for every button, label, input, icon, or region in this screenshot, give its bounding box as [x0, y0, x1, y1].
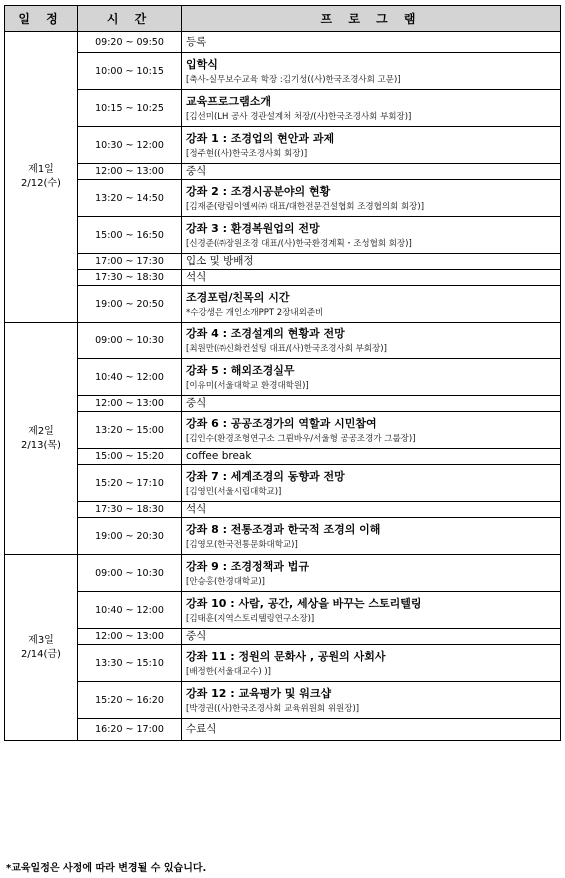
time-cell: 10:40 ~ 12:00: [78, 592, 182, 629]
program-cell: [182, 449, 561, 465]
time-cell: 15:00 ~ 15:20: [78, 449, 182, 465]
program-title: 석식: [186, 271, 207, 283]
schedule-row: [5, 53, 561, 90]
time-cell: 15:20 ~ 16:20: [78, 682, 182, 719]
program-cell: [182, 164, 561, 180]
program-subtitle: [김인수(환경조형연구소 그륀바우/서울형 공공조경가 그룹장)]: [186, 433, 416, 444]
schedule-row: [5, 217, 561, 254]
schedule-row: [5, 592, 561, 629]
program-title: 입소 및 방배정: [186, 255, 254, 267]
program-subtitle: [최원만(㈜신화컨설팅 대표/(사)한국조경사회 부회장)]: [186, 344, 387, 354]
program-title: 석식: [186, 503, 207, 515]
schedule-row: [5, 555, 561, 592]
schedule-row: [5, 465, 561, 502]
time-cell: 19:00 ~ 20:50: [78, 286, 182, 323]
program-title: 중식: [186, 165, 207, 177]
program-cell: [182, 555, 561, 592]
program-title: 교육프로그램소개: [186, 94, 272, 108]
schedule-row: [5, 682, 561, 719]
schedule-row: [5, 286, 561, 323]
program-cell: [182, 592, 561, 629]
schedule-row: [5, 323, 561, 359]
schedule-row: [5, 518, 561, 555]
time-cell: 15:20 ~ 17:10: [78, 465, 182, 502]
program-title: 강좌 3 : 환경복원업의 전망: [186, 221, 320, 235]
time-cell: 13:30 ~ 15:10: [78, 645, 182, 682]
time-cell: 19:00 ~ 20:30: [78, 518, 182, 555]
schedule-row: [5, 449, 561, 465]
program-title: 강좌 10 : 사람, 공간, 세상을 바꾸는 스토리텔링: [186, 596, 422, 610]
program-title: 강좌 12 : 교육평가 및 워크샵: [186, 686, 332, 700]
program-cell: [182, 645, 561, 682]
schedule-body: [5, 32, 561, 741]
program-title: 강좌 2 : 조경시공분야의 현황: [186, 184, 331, 198]
day-date: 2/14(금): [21, 648, 61, 660]
schedule-row: [5, 164, 561, 180]
program-subtitle: [신경준(㈜장원조경 대표/(사)한국환경계획・조성협회 회장)]: [186, 238, 412, 249]
time-cell: 10:00 ~ 10:15: [78, 53, 182, 90]
header-program: 프 로 그 램: [182, 6, 561, 32]
day-label: 제1일: [28, 164, 54, 175]
program-cell: [182, 518, 561, 555]
program-subtitle: *수강생은 개인소개PPT 2장내외준비: [186, 307, 324, 318]
program-cell: [182, 359, 561, 396]
header-schedule: 일 정: [5, 6, 78, 32]
time-cell: 17:00 ~ 17:30: [78, 254, 182, 270]
program-cell: [182, 90, 561, 127]
time-cell: 17:30 ~ 18:30: [78, 270, 182, 286]
program-title: 강좌 11 : 정원의 문화사 , 공원의 사회사: [186, 649, 386, 663]
schedule-row: [5, 396, 561, 412]
time-cell: 13:20 ~ 15:00: [78, 412, 182, 449]
program-title: 강좌 8 : 전통조경과 한국적 조경의 이해: [186, 522, 381, 536]
program-cell: [182, 629, 561, 645]
time-cell: 09:00 ~ 10:30: [78, 555, 182, 592]
program-cell: [182, 180, 561, 217]
program-title: 강좌 4 : 조경설계의 현황과 전망: [186, 327, 345, 340]
day-cell: [5, 32, 78, 323]
schedule-row: [5, 629, 561, 645]
program-cell: [182, 217, 561, 254]
program-subtitle: [이유미(서울대학교 환경대학원)]: [186, 380, 309, 391]
program-title: 강좌 9 : 조경정책과 법규: [186, 559, 310, 573]
schedule-row: [5, 127, 561, 164]
time-cell: 17:30 ~ 18:30: [78, 502, 182, 518]
day-cell: [5, 555, 78, 741]
time-cell: 12:00 ~ 13:00: [78, 164, 182, 180]
schedule-row: [5, 32, 561, 53]
program-cell: [182, 396, 561, 412]
time-cell: 09:20 ~ 09:50: [78, 32, 182, 53]
schedule-row: [5, 719, 561, 741]
program-subtitle: [김영민(서울시립대학교)]: [186, 486, 282, 497]
time-cell: 09:00 ~ 10:30: [78, 323, 182, 359]
program-subtitle: [축사-실무보수교육 학장 :김기성((사)한국조경사회 고문)]: [186, 74, 401, 85]
time-cell: 10:30 ~ 12:00: [78, 127, 182, 164]
program-title: 수료식: [186, 723, 217, 735]
program-subtitle: [김재준(랑림이엘씨㈜ 대표/대한전문건설협회 조경협의회 회장)]: [186, 201, 425, 212]
day-cell: [5, 323, 78, 555]
header-time: 시 간: [78, 6, 182, 32]
program-cell: [182, 719, 561, 741]
time-cell: 12:00 ~ 13:00: [78, 629, 182, 645]
time-cell: 12:00 ~ 13:00: [78, 396, 182, 412]
day-label: 제2일: [28, 425, 54, 437]
schedule-row: [5, 270, 561, 286]
schedule-table: [4, 5, 561, 741]
program-cell: [182, 412, 561, 449]
program-cell: [182, 53, 561, 90]
schedule-row: [5, 180, 561, 217]
program-title: 중식: [186, 630, 207, 642]
program-cell: [182, 465, 561, 502]
schedule-note: *교육일정은 사정에 따라 변경될 수 있습니다.: [6, 863, 207, 874]
program-cell: [182, 270, 561, 286]
program-cell: [182, 286, 561, 323]
program-title: coffee break: [186, 450, 252, 462]
program-subtitle: [김태훈(지역스토리텔링연구소장)]: [186, 613, 315, 624]
program-cell: [182, 323, 561, 359]
program-subtitle: [안승홍(한경대학교)]: [186, 576, 265, 587]
schedule-row: [5, 645, 561, 682]
time-cell: 16:20 ~ 17:00: [78, 719, 182, 741]
time-cell: 10:15 ~ 10:25: [78, 90, 182, 127]
schedule-row: [5, 359, 561, 396]
day-date: 2/12(수): [21, 178, 61, 189]
program-subtitle: [김선미(LH 공사 경관설계처 처장/(사)한국조경사회 부회장)]: [186, 111, 412, 122]
schedule-row: [5, 412, 561, 449]
schedule-row: [5, 254, 561, 270]
program-cell: [182, 127, 561, 164]
program-title: 강좌 5 : 해외조경실무: [186, 363, 295, 377]
schedule-row: [5, 502, 561, 518]
program-title: 입학식: [186, 57, 218, 71]
program-cell: [182, 254, 561, 270]
program-title: 조경포럼/친목의 시간: [186, 290, 290, 304]
program-title: 등록: [186, 35, 207, 48]
day-date: 2/13(목): [21, 439, 61, 451]
header-row: [5, 6, 561, 32]
schedule-row: [5, 90, 561, 127]
program-title: 중식: [186, 397, 207, 409]
program-title: 강좌 6 : 공공조경가의 역할과 시민참여: [186, 416, 377, 430]
time-cell: 10:40 ~ 12:00: [78, 359, 182, 396]
time-cell: 13:20 ~ 14:50: [78, 180, 182, 217]
day-label: 제3일: [28, 634, 54, 646]
program-subtitle: [배정한(서울대교수) )]: [186, 666, 271, 677]
program-cell: [182, 682, 561, 719]
time-cell: 15:00 ~ 16:50: [78, 217, 182, 254]
program-cell: [182, 502, 561, 518]
program-subtitle: [박경권((사)한국조경사회 교육위원회 위원장)]: [186, 703, 360, 714]
program-title: 강좌 1 : 조경업의 현안과 과제: [186, 131, 335, 145]
program-cell: [182, 32, 561, 53]
program-subtitle: [김영모(한국전통문화대학교)]: [186, 539, 298, 550]
program-title: 강좌 7 : 세계조경의 동향과 전망: [186, 469, 345, 483]
program-subtitle: [정주현((사)한국조경사회 회장)]: [186, 148, 308, 159]
